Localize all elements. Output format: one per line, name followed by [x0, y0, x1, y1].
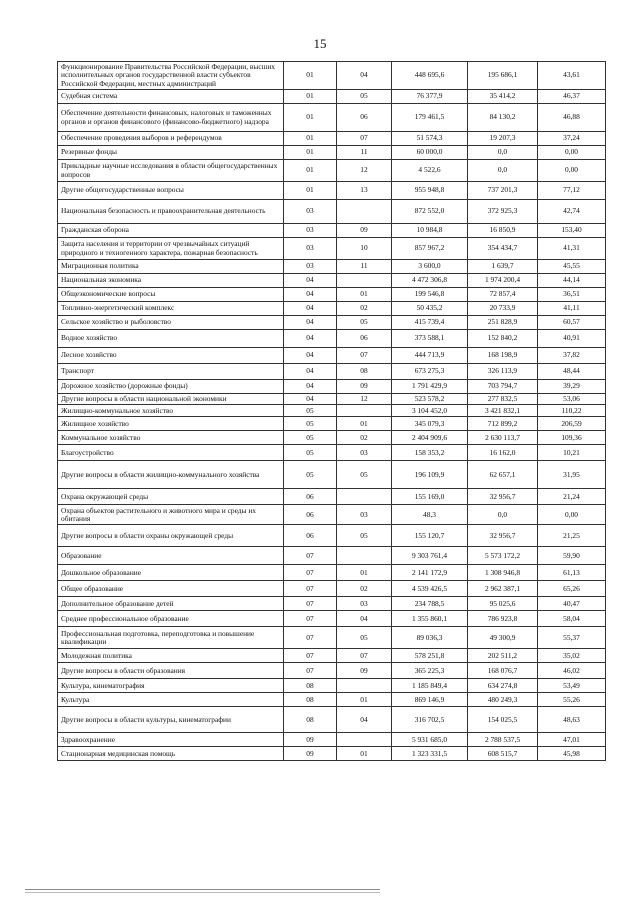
row-name: Общее образование [58, 581, 284, 597]
row-section: 03 [284, 224, 337, 238]
row-percent: 31,95 [538, 461, 606, 489]
row-percent: 45,98 [538, 747, 606, 761]
row-name: Охрана окружающей среды [58, 489, 284, 505]
table-row [58, 525, 606, 547]
row-section: 06 [284, 505, 337, 525]
row-percent: 40,91 [538, 330, 606, 348]
row-name: Транспорт [58, 364, 284, 380]
row-percent: 53,06 [538, 394, 606, 405]
row-subsection: 07 [337, 348, 392, 364]
table-row [58, 565, 606, 581]
row-subsection: 12 [337, 160, 392, 182]
row-section: 01 [284, 160, 337, 182]
row-section: 04 [284, 394, 337, 405]
row-fact: 152 840,2 [468, 330, 538, 348]
row-section: 07 [284, 649, 337, 663]
row-subsection [337, 274, 392, 288]
row-section: 06 [284, 525, 337, 547]
row-name: Защита населения и территории от чрезвычайных ситуаций природного и техногенного характера, пожарная безопасность [58, 238, 284, 260]
table-row [58, 62, 606, 90]
table-row [58, 364, 606, 380]
row-section: 04 [284, 330, 337, 348]
row-fact: 0,0 [468, 160, 538, 182]
row-name: Общеэкономические вопросы [58, 288, 284, 302]
row-name: Дополнительное образование детей [58, 597, 284, 611]
row-fact: 737 201,3 [468, 182, 538, 200]
row-subsection: 07 [337, 132, 392, 146]
row-section: 04 [284, 380, 337, 394]
row-name: Другие вопросы в области охраны окружающей среды [58, 525, 284, 547]
row-fact: 0,0 [468, 146, 538, 160]
row-plan: 234 788,5 [392, 597, 468, 611]
row-name: Среднее профессиональное образование [58, 611, 284, 627]
row-fact: 1 639,7 [468, 260, 538, 274]
row-subsection: 09 [337, 663, 392, 679]
row-name: Сельское хозяйство и рыболовство [58, 316, 284, 330]
row-name: Функционирование Правительства Российской Федерации, высших исполнительных органов государственной власти субъектов Российской Федерации, местных администраций [58, 62, 284, 90]
row-percent: 0,00 [538, 505, 606, 525]
row-percent: 58,04 [538, 611, 606, 627]
row-name: Жилищно-коммунальное хозяйство [58, 405, 284, 417]
row-subsection: 05 [337, 90, 392, 104]
row-subsection: 01 [337, 565, 392, 581]
row-subsection: 05 [337, 627, 392, 649]
row-percent: 53,49 [538, 679, 606, 693]
row-percent: 60,57 [538, 316, 606, 330]
row-name: Судебная система [58, 90, 284, 104]
row-plan: 5 931 685,0 [392, 733, 468, 747]
row-subsection: 02 [337, 431, 392, 445]
row-fact: 35 414,2 [468, 90, 538, 104]
row-percent: 65,26 [538, 581, 606, 597]
row-plan: 857 967,2 [392, 238, 468, 260]
row-percent: 35,02 [538, 649, 606, 663]
row-percent: 206,59 [538, 417, 606, 431]
row-name: Обеспечение деятельности финансовых, налоговых и таможенных органов и органов финансового (финансово-бюджетного) надзора [58, 104, 284, 132]
table-row [58, 405, 606, 417]
row-subsection: 02 [337, 581, 392, 597]
row-section: 05 [284, 445, 337, 461]
row-name: Топливно-энергетический комплекс [58, 302, 284, 316]
table-row [58, 132, 606, 146]
row-subsection [337, 679, 392, 693]
row-name: Другие вопросы в области жилищно-коммунального хозяйства [58, 461, 284, 489]
row-fact: 608 515,7 [468, 747, 538, 761]
row-plan: 4 539 426,5 [392, 581, 468, 597]
row-subsection: 06 [337, 330, 392, 348]
row-percent: 39,29 [538, 380, 606, 394]
row-percent: 55,26 [538, 693, 606, 707]
row-plan: 345 079,3 [392, 417, 468, 431]
row-section: 07 [284, 627, 337, 649]
row-name: Дошкольное образование [58, 565, 284, 581]
row-name: Благоустройство [58, 445, 284, 461]
row-plan: 1 323 331,5 [392, 747, 468, 761]
row-plan: 155 169,0 [392, 489, 468, 505]
row-percent: 61,13 [538, 565, 606, 581]
row-percent: 37,82 [538, 348, 606, 364]
row-name: Здравоохранение [58, 733, 284, 747]
row-section: 01 [284, 132, 337, 146]
row-plan: 444 713,9 [392, 348, 468, 364]
row-plan: 373 588,1 [392, 330, 468, 348]
row-section: 03 [284, 238, 337, 260]
footer-line [25, 892, 380, 893]
row-section: 04 [284, 348, 337, 364]
row-subsection: 07 [337, 649, 392, 663]
table-row [58, 693, 606, 707]
row-subsection: 01 [337, 693, 392, 707]
row-section: 03 [284, 260, 337, 274]
table-row [58, 104, 606, 132]
row-plan: 196 109,9 [392, 461, 468, 489]
row-percent: 55,37 [538, 627, 606, 649]
row-name: Национальная экономика [58, 274, 284, 288]
table-row [58, 380, 606, 394]
row-section: 01 [284, 182, 337, 200]
table-row [58, 348, 606, 364]
row-name: Гражданская оборона [58, 224, 284, 238]
row-fact: 703 794,7 [468, 380, 538, 394]
row-subsection: 05 [337, 461, 392, 489]
row-section: 04 [284, 316, 337, 330]
row-percent: 42,74 [538, 200, 606, 224]
row-percent: 153,40 [538, 224, 606, 238]
row-section: 07 [284, 565, 337, 581]
row-section: 04 [284, 302, 337, 316]
table-row [58, 611, 606, 627]
row-plan: 9 303 761,4 [392, 547, 468, 565]
table-row [58, 489, 606, 505]
row-percent: 43,61 [538, 62, 606, 90]
row-percent: 45,55 [538, 260, 606, 274]
row-fact: 32 956,7 [468, 489, 538, 505]
table-row [58, 274, 606, 288]
table-row [58, 182, 606, 200]
table-row [58, 733, 606, 747]
row-subsection [337, 489, 392, 505]
row-fact: 2 788 537,5 [468, 733, 538, 747]
row-name: Охрана объектов растительного и животного мира и среды их обитания [58, 505, 284, 525]
row-fact: 5 573 172,2 [468, 547, 538, 565]
row-fact: 154 025,5 [468, 707, 538, 733]
row-section: 05 [284, 405, 337, 417]
row-plan: 199 546,8 [392, 288, 468, 302]
row-fact: 84 130,2 [468, 104, 538, 132]
table-row [58, 581, 606, 597]
table-row [58, 431, 606, 445]
row-subsection: 04 [337, 62, 392, 90]
row-name: Другие вопросы в области культуры, кинематографии [58, 707, 284, 733]
row-subsection: 03 [337, 597, 392, 611]
table-row [58, 707, 606, 733]
table-row [58, 238, 606, 260]
row-fact: 326 113,9 [468, 364, 538, 380]
row-name: Другие общегосударственные вопросы [58, 182, 284, 200]
row-percent: 0,00 [538, 160, 606, 182]
row-name: Образование [58, 547, 284, 565]
row-name: Водное хозяйство [58, 330, 284, 348]
row-fact: 16 850,9 [468, 224, 538, 238]
row-plan: 673 275,3 [392, 364, 468, 380]
row-fact: 1 974 200,4 [468, 274, 538, 288]
row-plan: 2 404 909,6 [392, 431, 468, 445]
row-name: Другие вопросы в области образования [58, 663, 284, 679]
row-plan: 4 472 306,8 [392, 274, 468, 288]
table-row [58, 417, 606, 431]
row-subsection: 06 [337, 104, 392, 132]
row-subsection: 05 [337, 525, 392, 547]
row-percent: 10,21 [538, 445, 606, 461]
row-fact: 2 630 113,7 [468, 431, 538, 445]
row-subsection [337, 733, 392, 747]
row-plan: 51 574,3 [392, 132, 468, 146]
row-fact: 168 076,7 [468, 663, 538, 679]
table-row [58, 90, 606, 104]
row-section: 08 [284, 679, 337, 693]
row-section: 07 [284, 611, 337, 627]
row-fact: 3 421 832,1 [468, 405, 538, 417]
row-plan: 1 185 849,4 [392, 679, 468, 693]
row-subsection [337, 405, 392, 417]
row-plan: 48,3 [392, 505, 468, 525]
row-plan: 60 000,0 [392, 146, 468, 160]
row-percent: 41,31 [538, 238, 606, 260]
row-section: 06 [284, 489, 337, 505]
row-fact: 277 832,5 [468, 394, 538, 405]
row-subsection: 04 [337, 611, 392, 627]
row-plan: 523 578,2 [392, 394, 468, 405]
row-section: 07 [284, 597, 337, 611]
row-subsection [337, 200, 392, 224]
row-subsection: 13 [337, 182, 392, 200]
budget-table [57, 61, 606, 761]
footer-line [25, 889, 380, 890]
row-plan: 10 984,8 [392, 224, 468, 238]
row-fact: 168 198,9 [468, 348, 538, 364]
row-plan: 158 353,2 [392, 445, 468, 461]
row-fact: 95 025,6 [468, 597, 538, 611]
row-name: Культура, кинематография [58, 679, 284, 693]
row-fact: 19 207,3 [468, 132, 538, 146]
row-section: 05 [284, 461, 337, 489]
row-percent: 48,44 [538, 364, 606, 380]
row-name: Миграционная политика [58, 260, 284, 274]
row-fact: 16 162,0 [468, 445, 538, 461]
row-plan: 3 600,0 [392, 260, 468, 274]
row-fact: 372 925,3 [468, 200, 538, 224]
table-row [58, 288, 606, 302]
table-row [58, 747, 606, 761]
row-name: Культура [58, 693, 284, 707]
row-fact: 72 857,4 [468, 288, 538, 302]
row-fact: 712 899,2 [468, 417, 538, 431]
row-section: 07 [284, 581, 337, 597]
row-section: 01 [284, 146, 337, 160]
row-percent: 47,01 [538, 733, 606, 747]
row-plan: 76 377,9 [392, 90, 468, 104]
row-plan: 1 791 429,9 [392, 380, 468, 394]
row-percent: 36,51 [538, 288, 606, 302]
row-name: Жилищное хозяйство [58, 417, 284, 431]
table-row [58, 200, 606, 224]
row-subsection [337, 547, 392, 565]
table-row [58, 505, 606, 525]
row-subsection: 08 [337, 364, 392, 380]
table-row [58, 627, 606, 649]
row-percent: 59,90 [538, 547, 606, 565]
row-section: 08 [284, 693, 337, 707]
row-fact: 354 434,7 [468, 238, 538, 260]
row-percent: 44,14 [538, 274, 606, 288]
row-plan: 415 739,4 [392, 316, 468, 330]
row-subsection: 01 [337, 747, 392, 761]
row-subsection: 11 [337, 146, 392, 160]
row-percent: 40,47 [538, 597, 606, 611]
table-row [58, 461, 606, 489]
row-percent: 41,11 [538, 302, 606, 316]
row-section: 05 [284, 431, 337, 445]
row-percent: 48,63 [538, 707, 606, 733]
table-row [58, 224, 606, 238]
row-name: Национальная безопасность и правоохранительная деятельность [58, 200, 284, 224]
row-plan: 50 435,2 [392, 302, 468, 316]
row-subsection: 01 [337, 288, 392, 302]
row-percent: 109,36 [538, 431, 606, 445]
row-fact: 634 274,8 [468, 679, 538, 693]
row-percent: 46,02 [538, 663, 606, 679]
table-row [58, 445, 606, 461]
row-section: 08 [284, 707, 337, 733]
row-plan: 578 251,8 [392, 649, 468, 663]
row-percent: 37,24 [538, 132, 606, 146]
row-name: Дорожное хозяйство (дорожные фонды) [58, 380, 284, 394]
row-name: Резервные фонды [58, 146, 284, 160]
row-section: 07 [284, 547, 337, 565]
row-percent: 0,00 [538, 146, 606, 160]
table-row [58, 160, 606, 182]
row-name: Лесное хозяйство [58, 348, 284, 364]
row-subsection: 02 [337, 302, 392, 316]
row-percent: 110,22 [538, 405, 606, 417]
table-row [58, 663, 606, 679]
row-section: 03 [284, 200, 337, 224]
row-plan: 3 104 452,0 [392, 405, 468, 417]
row-subsection: 01 [337, 417, 392, 431]
row-name: Молодежная политика [58, 649, 284, 663]
row-section: 05 [284, 417, 337, 431]
row-plan: 1 355 860,1 [392, 611, 468, 627]
row-subsection: 04 [337, 707, 392, 733]
row-fact: 786 923,8 [468, 611, 538, 627]
row-subsection: 03 [337, 445, 392, 461]
row-plan: 89 036,3 [392, 627, 468, 649]
table-row [58, 394, 606, 405]
table-row [58, 316, 606, 330]
row-fact: 0,0 [468, 505, 538, 525]
row-name: Профессиональная подготовка, переподготовка и повышение квалификации [58, 627, 284, 649]
row-section: 09 [284, 733, 337, 747]
row-name: Другие вопросы в области национальной экономики [58, 394, 284, 405]
row-subsection: 11 [337, 260, 392, 274]
row-percent: 46,88 [538, 104, 606, 132]
row-percent: 77,12 [538, 182, 606, 200]
row-subsection: 09 [337, 224, 392, 238]
row-plan: 448 695,6 [392, 62, 468, 90]
row-name: Коммунальное хозяйство [58, 431, 284, 445]
row-plan: 179 461,5 [392, 104, 468, 132]
row-fact: 49 300,9 [468, 627, 538, 649]
row-percent: 21,25 [538, 525, 606, 547]
row-section: 07 [284, 663, 337, 679]
table-row [58, 597, 606, 611]
row-subsection: 12 [337, 394, 392, 405]
row-fact: 2 962 387,1 [468, 581, 538, 597]
row-plan: 155 120,7 [392, 525, 468, 547]
row-fact: 202 511,2 [468, 649, 538, 663]
row-plan: 316 702,5 [392, 707, 468, 733]
row-section: 01 [284, 62, 337, 90]
row-fact: 480 249,3 [468, 693, 538, 707]
row-name: Стационарная медицинская помощь [58, 747, 284, 761]
table-row [58, 146, 606, 160]
row-plan: 4 522,6 [392, 160, 468, 182]
row-fact: 62 657,1 [468, 461, 538, 489]
row-subsection: 10 [337, 238, 392, 260]
page-number: 15 [313, 36, 327, 51]
row-name: Прикладные научные исследования в области общегосударственных вопросов [58, 160, 284, 182]
row-fact: 32 956,7 [468, 525, 538, 547]
row-section: 04 [284, 274, 337, 288]
table-row [58, 330, 606, 348]
row-fact: 20 733,9 [468, 302, 538, 316]
row-section: 09 [284, 747, 337, 761]
table-row [58, 679, 606, 693]
table-row [58, 547, 606, 565]
row-plan: 955 948,8 [392, 182, 468, 200]
table-row [58, 649, 606, 663]
row-subsection: 03 [337, 505, 392, 525]
row-fact: 1 308 946,8 [468, 565, 538, 581]
row-plan: 365 225,3 [392, 663, 468, 679]
row-subsection: 09 [337, 380, 392, 394]
row-plan: 869 146,9 [392, 693, 468, 707]
row-plan: 2 141 172,9 [392, 565, 468, 581]
row-name: Обеспечение проведения выборов и референдумов [58, 132, 284, 146]
row-subsection: 05 [337, 316, 392, 330]
row-percent: 46,37 [538, 90, 606, 104]
row-section: 01 [284, 104, 337, 132]
row-section: 04 [284, 364, 337, 380]
table-row [58, 302, 606, 316]
row-fact: 195 686,1 [468, 62, 538, 90]
table-row [58, 260, 606, 274]
row-fact: 251 828,9 [468, 316, 538, 330]
row-section: 04 [284, 288, 337, 302]
row-section: 01 [284, 90, 337, 104]
row-percent: 21,24 [538, 489, 606, 505]
row-plan: 872 552,0 [392, 200, 468, 224]
